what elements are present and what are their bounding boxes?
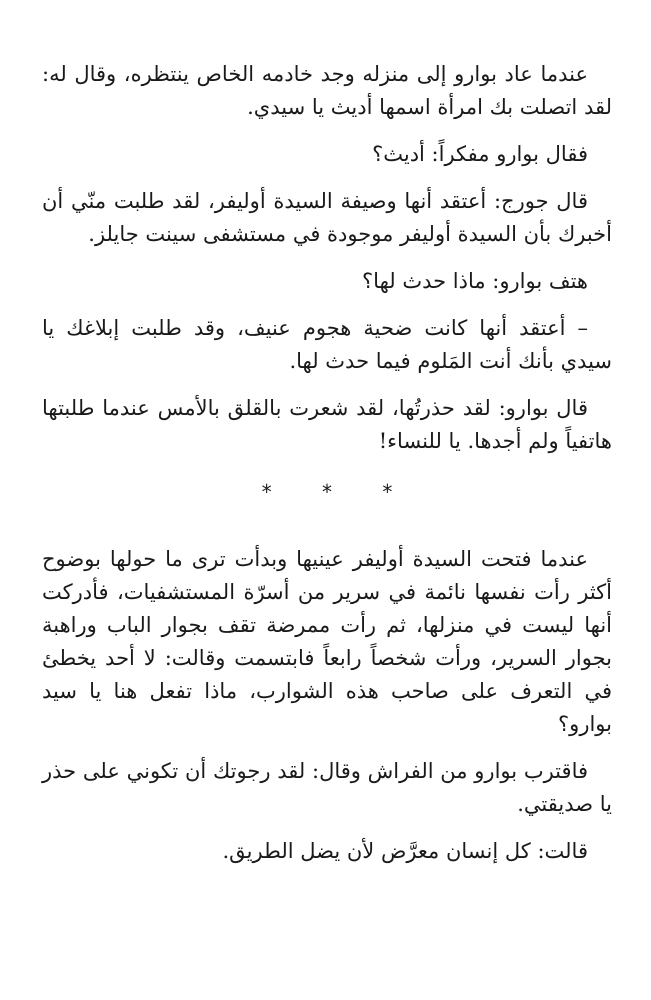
paragraph-be-careful: فاقترب بوارو من الفراش وقال: لقد رجوتك أن تكوني على حذر يا صديقتي. bbox=[42, 759, 612, 816]
paragraph-return-home: عندما عاد بوارو إلى منزله وجد خادمه الخاص ينتظره، وقال له: لقد اتصلت بك امرأة اسمها أديث يا سيدي. bbox=[42, 62, 612, 119]
paragraph-warned-her: قال بوارو: لقد حذرتُها، لقد شعرت بالقلق بالأمس عندما طلبتها هاتفياً ولم أجدها. يا للنساء! bbox=[42, 396, 612, 453]
paragraph-hospital-wake: عندما فتحت السيدة أوليفر عينيها وبدأت ترى ما حولها بوضوح أكثر رأت نفسها نائمة في سرير من أسرّة المستشفيات، فأدركت أنها ليست في منزلها، ثم رأت ممرضة تقف بجوار الباب وراهبة بجوار السرير، ورأت شخصاً رابعاً فابتسمت وقالت: لا أحد يخطئ في التعرف على صاحب هذه الشوارب، ماذا تفعل هنا يا سيد بوارو؟ bbox=[42, 547, 612, 736]
paragraph-george-reply: قال جورج: أعتقد أنها وصيفة السيدة أوليفر، لقد طلبت منّي أن أخبرك بأن السيدة أوليفر موجودة في مستشفى سينت جايلز. bbox=[42, 189, 612, 246]
section-separator: * * * bbox=[261, 480, 415, 504]
book-page bbox=[42, 58, 612, 868]
paragraph-violent-attack: – أعتقد أنها كانت ضحية هجوم عنيف، وقد طلبت إبلاغك يا سيدي بأنك أنت المَلوم فيما حدث لها. bbox=[42, 316, 612, 373]
paragraph-lose-way: قالت: كل إنسان معرَّض لأن يضل الطريق. bbox=[222, 839, 588, 863]
paragraph-what-happened: هتف بوارو: ماذا حدث لها؟ bbox=[362, 269, 588, 293]
paragraph-edith-question: فقال بوارو مفكراً: أديث؟ bbox=[372, 142, 588, 166]
